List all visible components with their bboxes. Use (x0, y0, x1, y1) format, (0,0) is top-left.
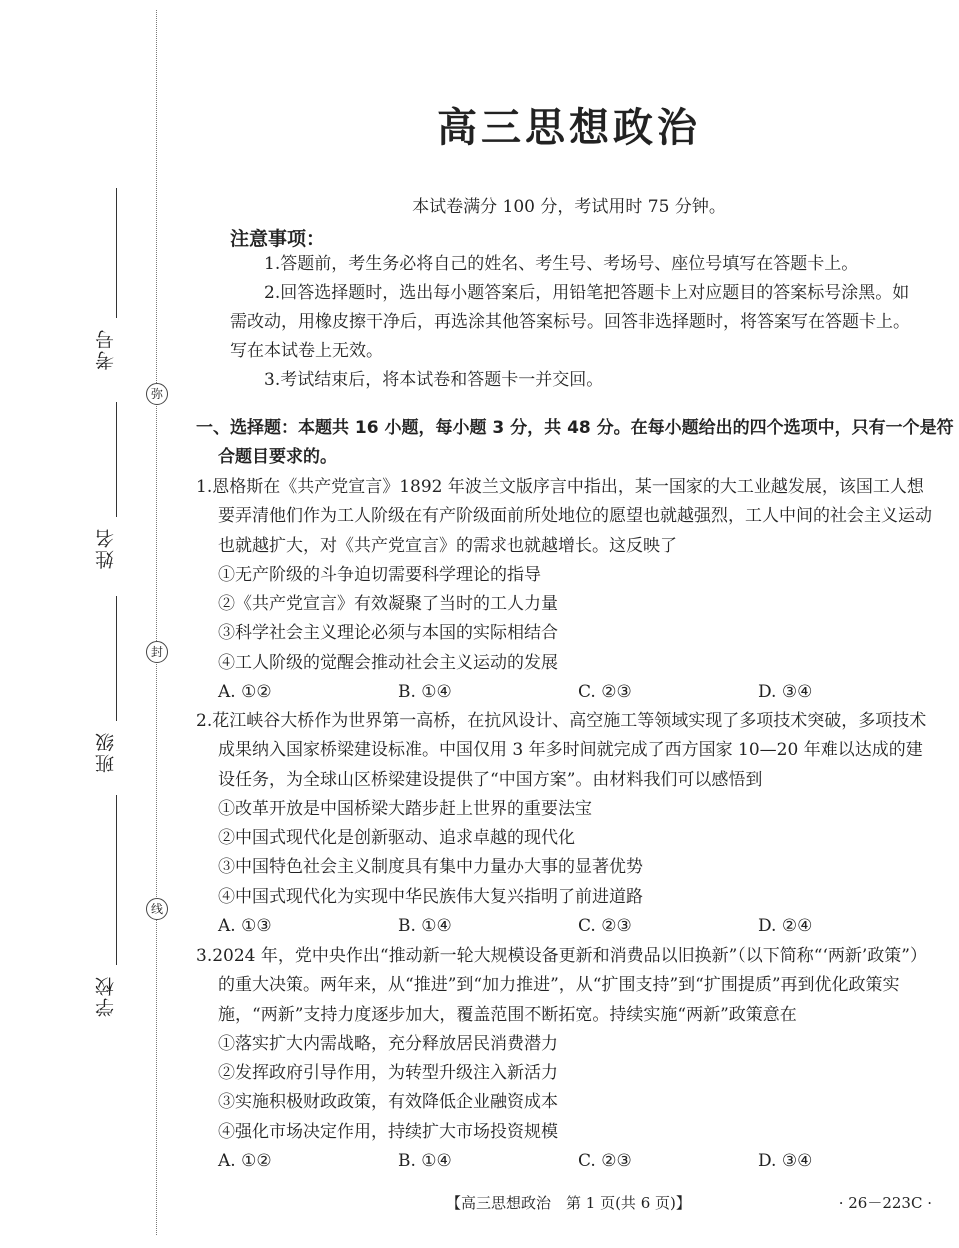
school-label: 学校 (95, 975, 117, 1017)
choice-a: A. ①② (218, 682, 272, 703)
binding-margin (0, 0, 190, 1248)
choice-a: A. ①② (218, 1151, 272, 1172)
notice-item: 2.回答选择题时，选出每小题答案后，用铅笔把答题卡上对应题目的答案标号涂黑。如需改动，用橡皮擦干净后，再选涂其他答案标号。回答非选择题时，将答案写在答题卡上。写在本试卷上无效。 (230, 283, 910, 361)
class-label: 班级 (95, 731, 117, 773)
statement-option: ①无产阶级的斗争迫切需要科学理论的指导 (218, 564, 541, 585)
choice-b: B. ①④ (398, 682, 452, 703)
choice-d: D. ③④ (758, 1151, 813, 1172)
question-3 (196, 942, 938, 1176)
statement-option: ①改革开放是中国桥梁大踏步赶上世界的重要法宝 (218, 798, 592, 819)
statement-option: ④工人阶级的觉醒会推动社会主义运动的发展 (218, 652, 558, 673)
notice-item: 3.考试结束后，将本试卷和答题卡一并交回。 (264, 370, 604, 390)
choice-b: B. ①④ (398, 1151, 452, 1172)
seal-char-mi: 弥 (146, 383, 168, 405)
question-stem: 3.2024 年，党中央作出“推动新一轮大规模设备更新和消费品以旧换新”（以下简称“‘两新’政策”）的重大决策。两年来，从“推进”到“加力推进”，从“扩围支持”到“扩围提质”再到优化政策实施，“两新”支持力度逐步加大，覆盖范围不断拓宽。持续实施“两新”政策意在 (196, 946, 927, 1025)
exam-info: 本试卷满分 100 分，考试用时 75 分钟。 (412, 197, 726, 217)
seal-dotted-line (156, 10, 157, 1235)
exam-number-line (116, 188, 117, 318)
school-line (116, 795, 117, 965)
name-field (92, 402, 124, 602)
statement-option: ②《共产党宣言》有效凝聚了当时的工人力量 (218, 594, 558, 615)
statement-option: ③中国特色社会主义制度具有集中力量办大事的显著优势 (218, 857, 643, 878)
section-heading: 一、选择题：本题共 16 小题，每小题 3 分，共 48 分。在每小题给出的四个选项中，只有一个是符合题目要求的。 (196, 418, 954, 467)
exam-number-label: 考号 (95, 328, 117, 370)
question-1 (196, 473, 938, 707)
choice-a: A. ①③ (218, 916, 272, 937)
answer-choices (196, 678, 938, 707)
notice-item: 1.答题前，考生务必将自己的姓名、考生号、考场号、座位号填写在答题卡上。 (264, 254, 859, 274)
class-field (92, 596, 124, 796)
choice-d: D. ③④ (758, 682, 813, 703)
statement-option: ③实施积极财政政策，有效降低企业融资成本 (218, 1092, 558, 1113)
answer-choices (196, 912, 938, 941)
statement-option: ④中国式现代化为实现中华民族伟大复兴指明了前进道路 (218, 886, 643, 907)
answer-choices (196, 1147, 938, 1176)
school-field (92, 795, 124, 1035)
page-number: 【高三思想政治 第 1 页(共 6 页)】 (446, 1194, 691, 1212)
choice-c: C. ②③ (578, 682, 632, 703)
seal-char-xian: 线 (146, 898, 168, 920)
choice-d: D. ②④ (758, 916, 813, 937)
choice-b: B. ①④ (398, 916, 452, 937)
choice-c: C. ②③ (578, 1151, 632, 1172)
question-stem: 2.花江峡谷大桥作为世界第一高桥，在抗风设计、高空施工等领域实现了多项技术突破，多项技术成果纳入国家桥梁建设标准。中国仅用 3 年多时间就完成了西方国家 10—20 年难以达成的建设任务，为全球山区桥梁建设提供了“中国方案”。由材料我们可以感悟到 (196, 711, 927, 790)
statement-option: ①落实扩大内需战略，充分释放居民消费潜力 (218, 1033, 558, 1054)
statement-option: ④强化市场决定作用，持续扩大市场投资规模 (218, 1121, 558, 1142)
question-2 (196, 707, 938, 941)
notice-list (230, 250, 910, 395)
exam-title: 高三思想政治 (437, 105, 701, 151)
statement-option: ②发挥政府引导作用，为转型升级注入新活力 (218, 1063, 558, 1084)
name-label: 姓名 (95, 527, 117, 569)
choice-c: C. ②③ (578, 916, 632, 937)
notice-title: 注意事项： (230, 228, 326, 250)
name-line (116, 402, 117, 517)
seal-char-feng: 封 (146, 641, 168, 663)
class-line (116, 596, 117, 721)
statement-option: ②中国式现代化是创新驱动、追求卓越的现代化 (218, 828, 575, 849)
question-stem: 1.恩格斯在《共产党宣言》1892 年波兰文版序言中指出，某一国家的大工业越发展，该国工人想要弄清他们作为工人阶级在有产阶级面前所处地位的愿望也就越强烈，工人中间的社会主义运动也就越扩大，对《共产党宣言》的需求也就越增长。这反映了 (196, 477, 932, 556)
exam-code: · 26－223C · (838, 1194, 932, 1212)
statement-option: ③科学社会主义理论必须与本国的实际相结合 (218, 623, 558, 644)
exam-number-field (92, 188, 124, 388)
